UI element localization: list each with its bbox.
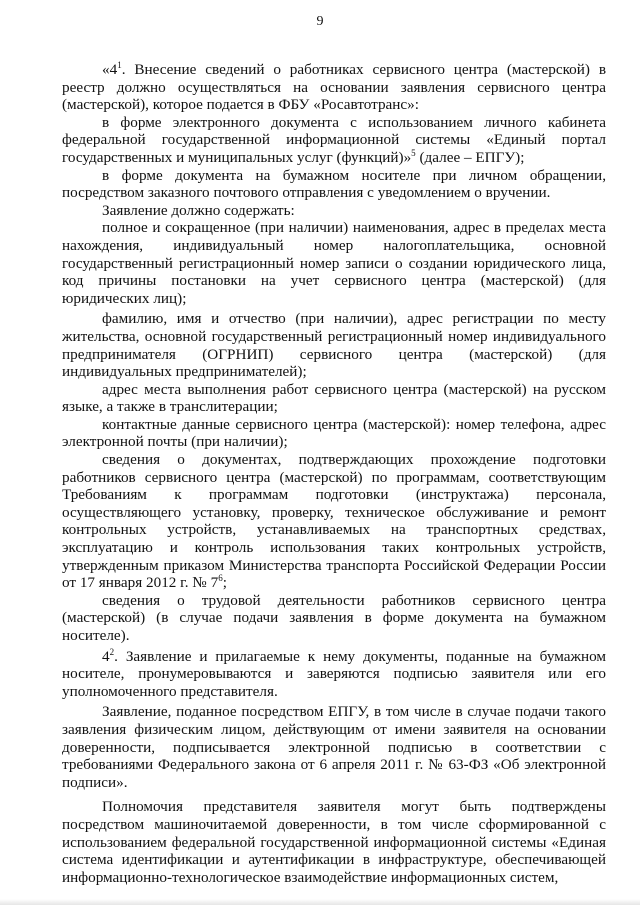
paragraph-registry-entry [62, 61, 606, 114]
text-segment: Заявление, поданное посредством ЕПГУ, в том числе в случае подачи такого заявления физическим лицом, действующим от имени заявителя на основании доверенности, подписывается электронной подписью в соответствии с требованиями Федерального закона от 6 апреля 2011 г. № 63-ФЗ «Об электронной подписи». [62, 703, 606, 791]
text-segment: полное и сокращенное (при наличии) наименования, адрес в пределах места нахождения, индивидуальный номер налогоплательщика, основной государственный регистрационный номер записи о создании юридического лица, код причины постановки на учет сервисного центра (мастерской) (для юридических лиц); [62, 219, 606, 307]
text-segment: (далее – ЕПГУ); [415, 148, 525, 166]
text-segment: Заявление должно содержать: [102, 201, 295, 219]
paragraph-epgu-signature [62, 703, 606, 791]
paragraph-legal-entity-info [62, 219, 606, 307]
paragraph-representative-authority [62, 798, 606, 886]
text-segment: адрес места выполнения работ сервисного центра (мастерской) на русском языке, а также в транслитерации; [62, 380, 606, 416]
text-segment: 4 [102, 647, 110, 665]
footnote-ref: 6 [218, 573, 223, 584]
text-segment: . Заявление и прилагаемые к нему документы, поданные на бумажном носителе, пронумеровываются и заверяются подписью заявителя или его уполномоченного представителя. [62, 647, 606, 700]
page-number: 9 [316, 14, 324, 29]
text-segment: . Внесение сведений о работниках сервисного центра (мастерской) в реестр должно осуществляться на основании заявления сервисного центра (мастерской), которое подается в ФБУ «Росавтотранс»: [62, 61, 606, 114]
paragraph-paper-form [62, 167, 606, 202]
page-bottom-edge [0, 899, 640, 905]
paragraph-work-address [62, 381, 606, 416]
text-segment: сведения о документах, подтверждающих прохождение подготовки работников сервисного центра (мастерской) по программам, соответствующим Требованиям к программам подготовки (инструктажа) персонала, осуществляющего установку, проверку, техническое обслуживание и ремонт контрольных устройств, устанавливаемых на транспортных средствах, эксплуатацию и контроль использования таких контрольных устройств, утвержденным приказом Министерства транспорта Российской Федерации России от 17 января 2012 г. № 7 [62, 451, 606, 592]
footnote-ref: 5 [411, 147, 416, 158]
paragraph-employment-info [62, 592, 606, 645]
superscript: 2 [109, 646, 115, 657]
text-segment: в форме электронного документа с использованием личного кабинета федеральной государственной информационной системы «Единый портал государственных и муниципальных услуг (функций)» [62, 113, 606, 166]
text-segment: «4 [102, 61, 118, 78]
paragraph-entrepreneur-info [62, 310, 606, 380]
paragraph-training-documents [62, 451, 606, 592]
text-segment: ; [222, 574, 227, 592]
text-segment: фамилию, имя и отчество (при наличии), адрес регистрации по месту жительства, основной государственный регистрационный номер индивидуального предпринимателя (ОГРНИП) сервисного центра (мастерской) (для индивидуальных предпринимателей); [62, 310, 606, 381]
text-segment: сведения о трудовой деятельности работников сервисного центра (мастерской) (в случае подачи заявления в форме документа на бумажном носителе). [62, 591, 606, 644]
paragraph-paper-documents [62, 648, 606, 701]
paragraph-contact-data [62, 416, 606, 451]
text-segment: в форме документа на бумажном носителе при личном обращении, посредством заказного почтового отправления с уведомлением о вручении. [62, 166, 606, 202]
text-segment: Полномочия представителя заявителя могут быть подтверждены посредством машиночитаемой доверенности, в том числе сформированной с использованием федеральной государственной информационной системы «Единая система идентификации и аутентификации в инфраструктуре, обеспечивающей информационно-технологическое взаимодействие информационных систем, [62, 798, 606, 886]
paragraph-electronic-form [62, 114, 606, 167]
paragraph-contents-intro [62, 202, 606, 220]
superscript: 1 [117, 59, 122, 70]
document-body [62, 61, 606, 886]
text-segment: контактные данные сервисного центра (мастерской): номер телефона, адрес электронной почты (при наличии); [62, 415, 606, 451]
